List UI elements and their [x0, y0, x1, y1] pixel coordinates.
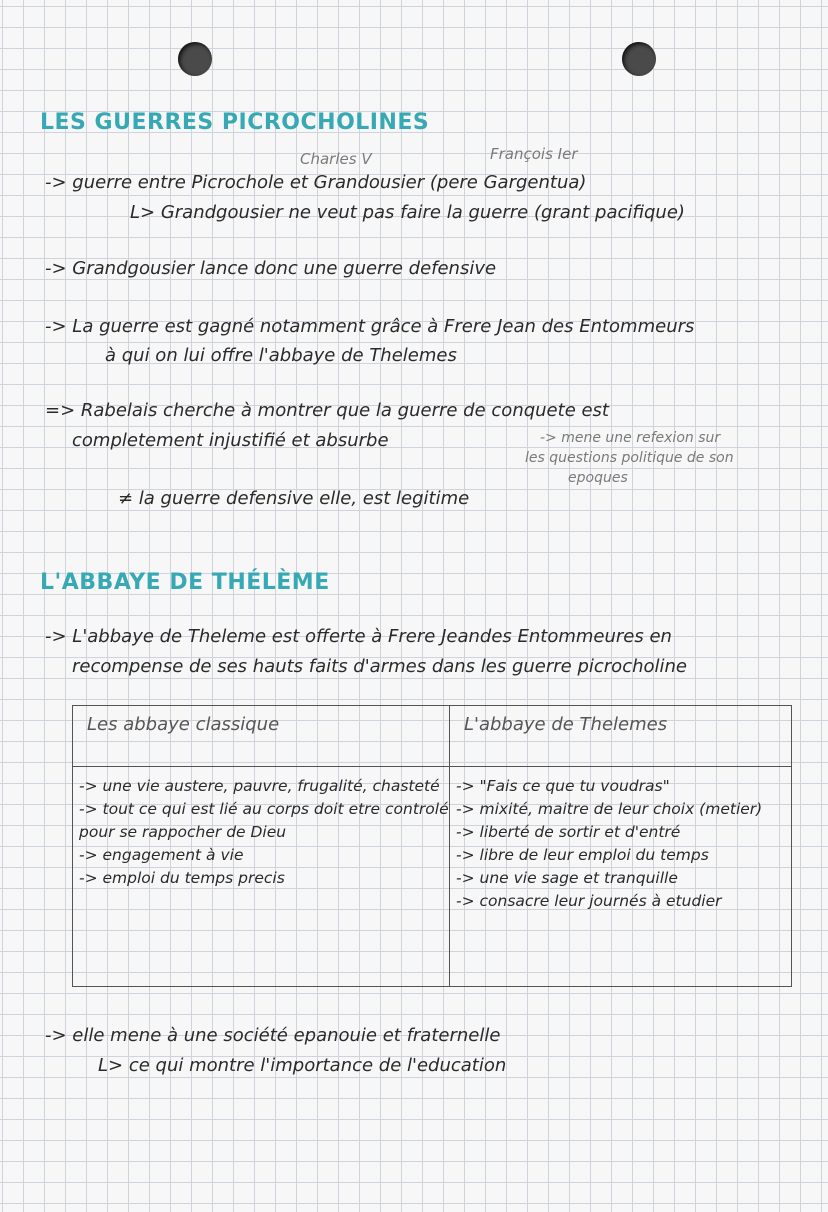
- note-line: => Rabelais cherche à montrer que la guerre de conquete est: [45, 400, 609, 421]
- side-note: epoques: [568, 470, 628, 486]
- annotation-francois: François Ier: [490, 145, 578, 163]
- header-classique: Les abbaye classique: [73, 706, 450, 767]
- list-item: -> tout ce qui est lié au corps doit etre controlé pour se rappocher de Dieu: [79, 800, 449, 841]
- side-note: -> mene une refexion sur: [540, 430, 721, 446]
- note-line: -> Grandgousier lance donc une guerre defensive: [45, 258, 497, 279]
- binder-hole-left: [178, 42, 212, 76]
- list-item: -> "Fais ce que tu voudras": [456, 777, 670, 795]
- binder-hole-right: [622, 42, 656, 76]
- list-item: -> une vie austere, pauvre, frugalité, chasteté: [79, 777, 440, 795]
- side-note: les questions politique de son: [525, 450, 734, 466]
- header-thelemes: L'abbaye de Thelemes: [450, 706, 792, 767]
- list-item: -> une vie sage et tranquille: [456, 869, 678, 887]
- section-title-guerres: LES GUERRES PICROCHOLINES: [40, 110, 430, 135]
- section-title-abbaye: L'ABBAYE DE THÉLÈME: [40, 570, 330, 595]
- conclusion-line: -> elle mene à une société epanouie et fraternelle: [45, 1025, 501, 1046]
- note-line: à qui on lui offre l'abbaye de Thelemes: [105, 345, 457, 366]
- note-line: completement injustifié et absurbe: [72, 430, 389, 451]
- list-item: -> mixité, maitre de leur choix (metier): [456, 800, 763, 818]
- comparison-table: [72, 705, 792, 987]
- list-item: -> engagement à vie: [79, 846, 244, 864]
- note-line: L> Grandgousier ne veut pas faire la guerre (grant pacifique): [130, 202, 685, 223]
- intro-line: -> L'abbaye de Theleme est offerte à Frere Jeandes Entommeures en: [45, 626, 672, 647]
- conclusion-line: L> ce qui montre l'importance de l'education: [98, 1055, 507, 1076]
- note-line: ≠ la guerre defensive elle, est legitime: [118, 488, 470, 509]
- list-item: -> libre de leur emploi du temps: [456, 846, 709, 864]
- list-item: -> emploi du temps precis: [79, 869, 285, 887]
- column-thelemes: [450, 767, 792, 987]
- intro-line: recompense de ses hauts faits d'armes dans les guerre picrocholine: [72, 656, 687, 677]
- column-classique: [73, 767, 450, 987]
- list-item: -> consacre leur journés à etudier: [456, 892, 722, 910]
- annotation-charles: Charles V: [300, 150, 372, 168]
- list-item: -> liberté de sortir et d'entré: [456, 823, 681, 841]
- note-line: -> La guerre est gagné notamment grâce à Frere Jean des Entommeurs: [45, 316, 695, 337]
- note-line: -> guerre entre Picrochole et Grandousier (pere Gargentua): [45, 172, 587, 193]
